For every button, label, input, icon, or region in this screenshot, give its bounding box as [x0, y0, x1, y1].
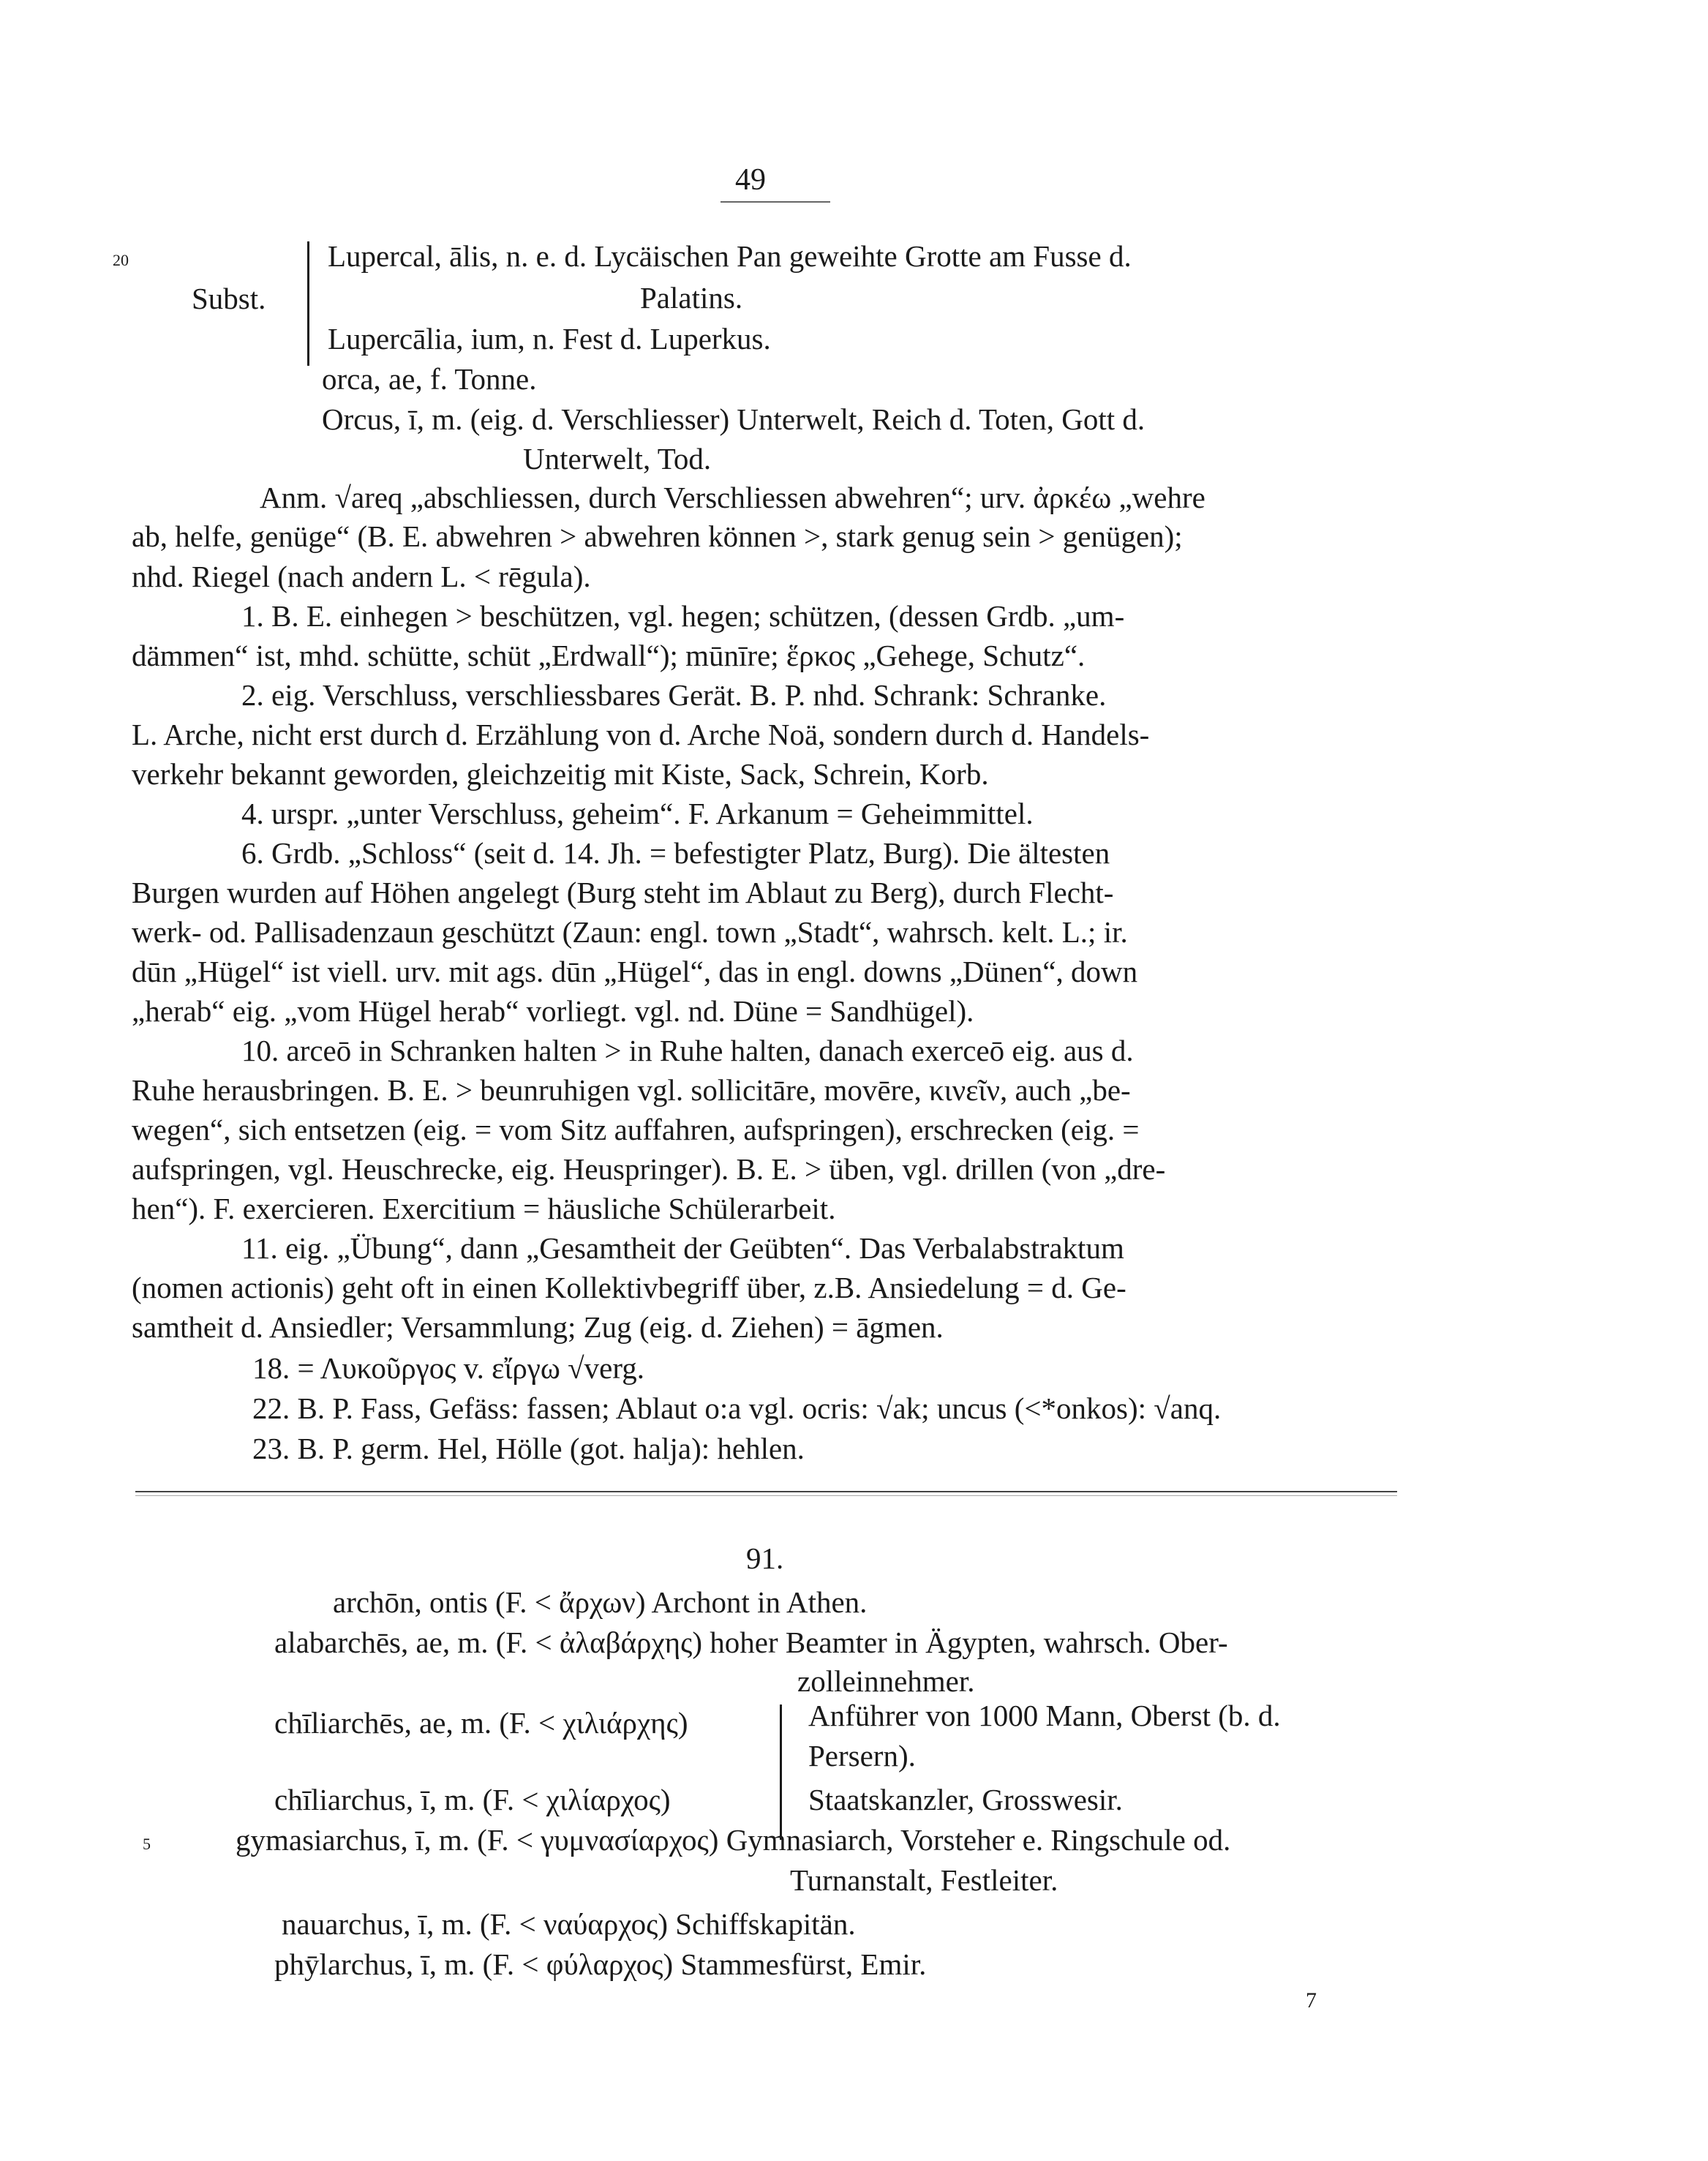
text-line: (nomen actionis) geht oft in einen Kollektivbegriff über, z.B. Ansiedelung = d. Ge- — [132, 1271, 1126, 1304]
text-line: wegen“, sich entsetzen (eig. = vom Sitz auffahren, aufspringen), erschrecken (eig. = — [132, 1113, 1140, 1146]
text-line: dūn „Hügel“ ist viell. urv. mit ags. dūn „Hügel“, das in engl. downs „Dünen“, down — [132, 955, 1138, 988]
glossary-entry: phȳlarchus, ī, m. (F. < φύλαρχος) Stammesfürst, Emir. — [274, 1947, 927, 1981]
glossary-entry: chīliarchēs, ae, m. (F. < χιλιάρχης) — [274, 1706, 688, 1740]
text-line: 22. B. P. Fass, Gefäss: fassen; Ablaut o:a vgl. ocris: √ak; uncus (<*onkos): √anq. — [252, 1391, 1222, 1425]
text-line: Anm. √areq „abschliessen, durch Verschliessen abwehren“; urv. ἀρκέω „wehre — [260, 481, 1205, 514]
entry-line: Lupercal, ālis, n. e. d. Lycäischen Pan geweihte Grotte am Fusse d. — [328, 239, 1132, 273]
text-line: dämmen“ ist, mhd. schütte, schüt „Erdwall“); mūnīre; ἕρκος „Gehege, Schutz“. — [132, 639, 1086, 672]
glossary-entry: chīliarchus, ī, m. (F. < χιλίαρχος) — [274, 1783, 671, 1816]
text-line: 18. = Λυκοῦργος v. εἴργω √verg. — [252, 1351, 645, 1385]
signature-mark: 7 — [1306, 1988, 1317, 2012]
text-line: verkehr bekannt geworden, gleichzeitig mit Kiste, Sack, Schrein, Korb. — [132, 757, 989, 791]
glossary-entry: nauarchus, ī, m. (F. < ναύαρχος) Schiffskapitän. — [282, 1907, 856, 1941]
glossary-definition: Staatskanzler, Grosswesir. — [808, 1783, 1123, 1816]
text-line: 1. B. E. einhegen > beschützen, vgl. hegen; schützen, (dessen Grdb. „um- — [241, 599, 1125, 633]
text-line: 2. eig. Verschluss, verschliessbares Gerät. B. P. nhd. Schrank: Schranke. — [241, 678, 1107, 712]
subst-label: Subst. — [192, 282, 266, 315]
glossary-entry: alabarchēs, ae, m. (F. < ἀλαβάρχης) hoher Beamter in Ägypten, wahrsch. Ober- — [274, 1626, 1228, 1659]
page-number-rule — [721, 201, 830, 203]
glossary-definition: Persern). — [808, 1739, 916, 1773]
text-line: 10. arceō in Schranken halten > in Ruhe halten, danach exerceō eig. aus d. — [241, 1034, 1134, 1067]
text-line: ab, helfe, genüge“ (B. E. abwehren > abwehren können >, stark genug sein > genügen); — [132, 519, 1183, 553]
text-line: 6. Grdb. „Schloss“ (seit d. 14. Jh. = befestigter Platz, Burg). Die ältesten — [241, 836, 1110, 870]
text-line: 11. eig. „Übung“, dann „Gesamtheit der Geübten“. Das Verbalabstraktum — [241, 1231, 1124, 1265]
text-line: 23. B. P. germ. Hel, Hölle (got. halja): hehlen. — [252, 1432, 805, 1465]
subst-brace — [307, 241, 309, 366]
glossary-entry: gymasiarchus, ī, m. (F. < γυμνασίαρχος) Gymnasiarch, Vorsteher e. Ringschule od. — [236, 1823, 1231, 1857]
text-line: aufspringen, vgl. Heuschrecke, eig. Heuspringer). B. E. > üben, vgl. drillen (von „dre- — [132, 1152, 1166, 1186]
entry-line: Palatins. — [640, 281, 743, 315]
glossary-definition: Anführer von 1000 Mann, Oberst (b. d. — [808, 1699, 1281, 1732]
section-heading: 91. — [746, 1541, 784, 1575]
text-line: 4. urspr. „unter Verschluss, geheim“. F. Arkanum = Geheimmittel. — [241, 797, 1034, 830]
text-line: werk- od. Pallisadenzaun geschützt (Zaun: engl. town „Stadt“, wahrsch. kelt. L.; ir. — [132, 915, 1128, 949]
glossary-entry: archōn, ontis (F. < ἄρχων) Archont in Athen. — [333, 1585, 868, 1619]
entry-line: orca, ae, f. Tonne. — [322, 362, 537, 396]
line-number-20: 20 — [113, 251, 129, 269]
section-divider — [135, 1491, 1397, 1492]
text-line: „herab“ eig. „vom Hügel herab“ vorliegt. vgl. nd. Düne = Sandhügel). — [132, 994, 974, 1028]
glossary-entry: zolleinnehmer. — [797, 1664, 975, 1698]
text-line: Burgen wurden auf Höhen angelegt (Burg steht im Ablaut zu Berg), durch Flecht- — [132, 876, 1114, 909]
text-line: samtheit d. Ansiedler; Versammlung; Zug (eig. d. Ziehen) = āgmen. — [132, 1310, 944, 1344]
text-line: nhd. Riegel (nach andern L. < rēgula). — [132, 560, 591, 593]
definition-brace — [780, 1705, 782, 1840]
text-line: Ruhe herausbringen. B. E. > beunruhigen vgl. sollicitāre, movēre, κινεῖν, auch „be- — [132, 1073, 1131, 1107]
page-number: 49 — [735, 163, 766, 197]
line-number-5: 5 — [143, 1835, 151, 1853]
text-line: L. Arche, nicht erst durch d. Erzählung von d. Arche Noä, sondern durch d. Handels- — [132, 718, 1150, 751]
entry-line: Orcus, ī, m. (eig. d. Verschliesser) Unterwelt, Reich d. Toten, Gott d. — [322, 402, 1145, 436]
glossary-entry: Turnanstalt, Festleiter. — [790, 1863, 1058, 1897]
section-divider-faint — [135, 1495, 1397, 1496]
text-line: hen“). F. exercieren. Exercitium = häusliche Schülerarbeit. — [132, 1192, 836, 1225]
entry-line: Unterwelt, Tod. — [523, 442, 712, 476]
entry-line: Lupercālia, ium, n. Fest d. Luperkus. — [328, 322, 771, 356]
